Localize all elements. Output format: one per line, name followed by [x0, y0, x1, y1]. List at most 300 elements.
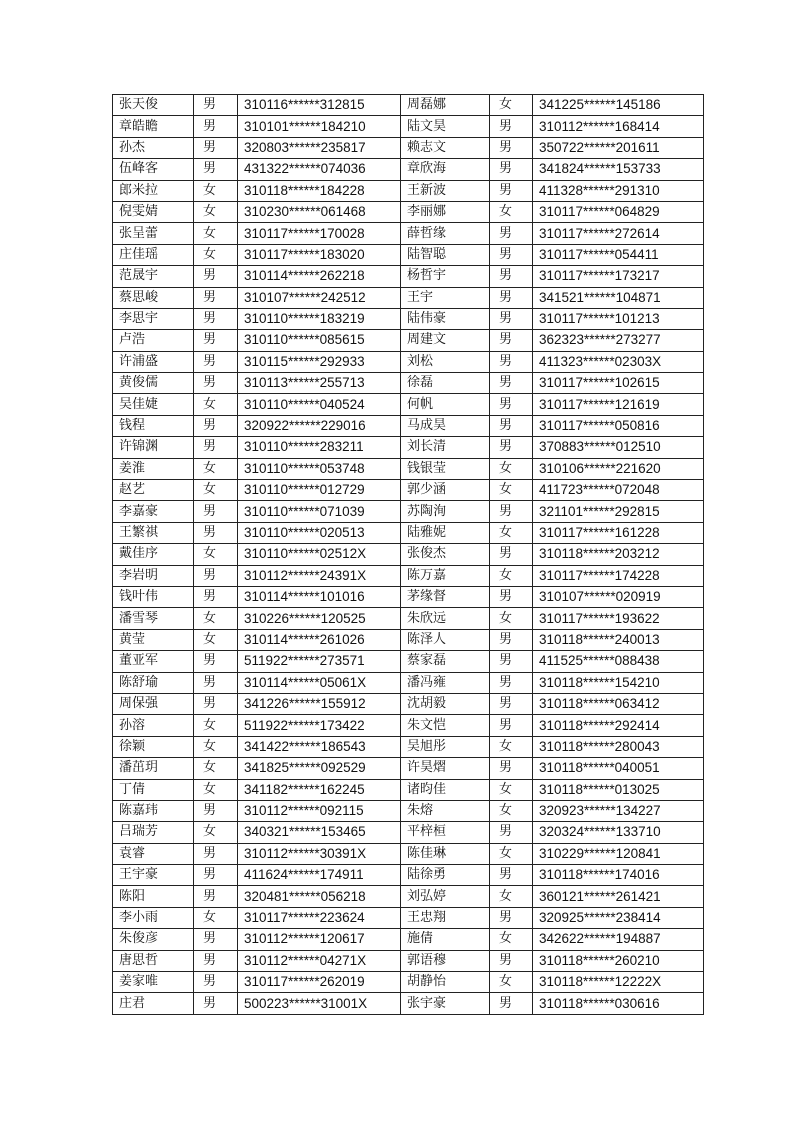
table-row	[113, 180, 704, 201]
gender-left-cell: 男	[194, 929, 238, 950]
id-right-cell: 310118******013025	[533, 779, 704, 800]
name-right-cell: 陆文昊	[401, 116, 490, 137]
name-right-cell: 朱文恺	[401, 715, 490, 736]
name-right-cell: 朱熔	[401, 800, 490, 821]
name-right-cell: 周建文	[401, 330, 490, 351]
gender-left-cell: 男	[194, 330, 238, 351]
gender-left-cell: 男	[194, 351, 238, 372]
table-row	[113, 629, 704, 650]
table-row	[113, 886, 704, 907]
id-left-cell: 310117******262019	[238, 972, 401, 993]
name-left-cell: 钱程	[113, 415, 194, 436]
id-right-cell: 411323******02303X	[533, 351, 704, 372]
name-left-cell: 陈嘉玮	[113, 800, 194, 821]
id-left-cell: 310112******120617	[238, 929, 401, 950]
id-right-cell: 320324******133710	[533, 822, 704, 843]
table-row	[113, 843, 704, 864]
id-left-cell: 310226******120525	[238, 608, 401, 629]
gender-right-cell: 男	[490, 116, 533, 137]
id-right-cell: 310112******168414	[533, 116, 704, 137]
id-left-cell: 341825******092529	[238, 758, 401, 779]
name-right-cell: 张俊杰	[401, 544, 490, 565]
name-right-cell: 赖志文	[401, 137, 490, 158]
name-left-cell: 许浦盛	[113, 351, 194, 372]
gender-right-cell: 男	[490, 758, 533, 779]
name-left-cell: 黄俊儒	[113, 373, 194, 394]
id-right-cell: 310118******12222X	[533, 972, 704, 993]
gender-left-cell: 男	[194, 865, 238, 886]
id-left-cell: 310110******071039	[238, 501, 401, 522]
id-left-cell: 310112******092115	[238, 800, 401, 821]
gender-left-cell: 男	[194, 800, 238, 821]
id-left-cell: 511922******173422	[238, 715, 401, 736]
name-right-cell: 潘冯雍	[401, 672, 490, 693]
id-left-cell: 310112******24391X	[238, 565, 401, 586]
id-right-cell: 310117******102615	[533, 373, 704, 394]
id-left-cell: 310118******184228	[238, 180, 401, 201]
table-row	[113, 693, 704, 714]
name-left-cell: 潘茁玥	[113, 758, 194, 779]
name-right-cell: 陆徐勇	[401, 865, 490, 886]
name-right-cell: 周磊娜	[401, 95, 490, 116]
gender-left-cell: 女	[194, 480, 238, 501]
gender-right-cell: 女	[490, 201, 533, 222]
gender-left-cell: 女	[194, 244, 238, 265]
table-row	[113, 800, 704, 821]
table-row	[113, 758, 704, 779]
gender-right-cell: 女	[490, 736, 533, 757]
id-left-cell: 310110******012729	[238, 480, 401, 501]
name-right-cell: 胡静怡	[401, 972, 490, 993]
id-left-cell: 320922******229016	[238, 415, 401, 436]
table-row	[113, 822, 704, 843]
table-row	[113, 351, 704, 372]
id-right-cell: 342622******194887	[533, 929, 704, 950]
id-right-cell: 310117******272614	[533, 223, 704, 244]
gender-left-cell: 女	[194, 608, 238, 629]
gender-right-cell: 女	[490, 972, 533, 993]
name-left-cell: 蔡思峻	[113, 287, 194, 308]
id-left-cell: 310110******085615	[238, 330, 401, 351]
id-right-cell: 320923******134227	[533, 800, 704, 821]
name-left-cell: 许锦渊	[113, 437, 194, 458]
table-row	[113, 736, 704, 757]
name-right-cell: 郭少涵	[401, 480, 490, 501]
gender-right-cell: 男	[490, 266, 533, 287]
id-right-cell: 310117******064829	[533, 201, 704, 222]
id-left-cell: 310110******02512X	[238, 544, 401, 565]
name-right-cell: 苏陶洵	[401, 501, 490, 522]
name-left-cell: 姜淮	[113, 458, 194, 479]
gender-right-cell: 女	[490, 95, 533, 116]
id-left-cell: 341422******186543	[238, 736, 401, 757]
gender-left-cell: 女	[194, 394, 238, 415]
name-left-cell: 孙杰	[113, 137, 194, 158]
name-left-cell: 章皓瞻	[113, 116, 194, 137]
name-left-cell: 徐颖	[113, 736, 194, 757]
name-right-cell: 陈泽人	[401, 629, 490, 650]
id-right-cell: 310118******203212	[533, 544, 704, 565]
id-right-cell: 350722******201611	[533, 137, 704, 158]
table-row	[113, 586, 704, 607]
id-left-cell: 310117******223624	[238, 907, 401, 928]
name-right-cell: 平梓桓	[401, 822, 490, 843]
table-row	[113, 116, 704, 137]
gender-right-cell: 女	[490, 886, 533, 907]
id-right-cell: 310118******260210	[533, 950, 704, 971]
gender-left-cell: 男	[194, 287, 238, 308]
name-left-cell: 董亚军	[113, 651, 194, 672]
table-row	[113, 950, 704, 971]
gender-left-cell: 男	[194, 116, 238, 137]
table-row	[113, 159, 704, 180]
table-row	[113, 244, 704, 265]
name-left-cell: 陈舒瑜	[113, 672, 194, 693]
id-left-cell: 310113******255713	[238, 373, 401, 394]
table-row	[113, 522, 704, 543]
id-right-cell: 341225******145186	[533, 95, 704, 116]
name-right-cell: 蔡家磊	[401, 651, 490, 672]
id-left-cell: 310110******053748	[238, 458, 401, 479]
name-left-cell: 张呈蕾	[113, 223, 194, 244]
gender-right-cell: 女	[490, 929, 533, 950]
name-left-cell: 倪雯婧	[113, 201, 194, 222]
gender-right-cell: 女	[490, 458, 533, 479]
id-left-cell: 310110******040524	[238, 394, 401, 415]
id-right-cell: 310117******121619	[533, 394, 704, 415]
gender-right-cell: 男	[490, 865, 533, 886]
name-right-cell: 陆伟豪	[401, 308, 490, 329]
name-left-cell: 潘雪琴	[113, 608, 194, 629]
table-row	[113, 458, 704, 479]
gender-left-cell: 男	[194, 266, 238, 287]
id-right-cell: 310117******054411	[533, 244, 704, 265]
table-row	[113, 287, 704, 308]
id-right-cell: 310118******040051	[533, 758, 704, 779]
gender-right-cell: 男	[490, 373, 533, 394]
id-left-cell: 310101******184210	[238, 116, 401, 137]
name-right-cell: 施倩	[401, 929, 490, 950]
name-left-cell: 戴佳序	[113, 544, 194, 565]
gender-right-cell: 女	[490, 608, 533, 629]
id-right-cell: 310117******193622	[533, 608, 704, 629]
name-left-cell: 周保强	[113, 693, 194, 714]
table-row	[113, 779, 704, 800]
name-left-cell: 李小雨	[113, 907, 194, 928]
id-left-cell: 310114******261026	[238, 629, 401, 650]
table-row	[113, 993, 704, 1014]
name-left-cell: 吴佳婕	[113, 394, 194, 415]
id-left-cell: 310114******262218	[238, 266, 401, 287]
gender-left-cell: 女	[194, 458, 238, 479]
gender-left-cell: 男	[194, 437, 238, 458]
gender-right-cell: 男	[490, 351, 533, 372]
gender-left-cell: 男	[194, 522, 238, 543]
name-right-cell: 吴旭彤	[401, 736, 490, 757]
table-row	[113, 865, 704, 886]
gender-right-cell: 男	[490, 180, 533, 201]
name-left-cell: 李岩明	[113, 565, 194, 586]
gender-right-cell: 男	[490, 693, 533, 714]
id-left-cell: 310107******242512	[238, 287, 401, 308]
name-left-cell: 丁倩	[113, 779, 194, 800]
name-right-cell: 陈万嘉	[401, 565, 490, 586]
name-right-cell: 徐磊	[401, 373, 490, 394]
id-left-cell: 310115******292933	[238, 351, 401, 372]
gender-right-cell: 女	[490, 779, 533, 800]
name-right-cell: 朱欣远	[401, 608, 490, 629]
name-right-cell: 陆智聪	[401, 244, 490, 265]
gender-right-cell: 男	[490, 415, 533, 436]
table-row	[113, 501, 704, 522]
gender-left-cell: 男	[194, 672, 238, 693]
gender-left-cell: 女	[194, 180, 238, 201]
id-left-cell: 340321******153465	[238, 822, 401, 843]
table-row	[113, 330, 704, 351]
id-right-cell: 310118******292414	[533, 715, 704, 736]
id-right-cell: 310118******030616	[533, 993, 704, 1014]
name-left-cell: 唐思哲	[113, 950, 194, 971]
id-left-cell: 310230******061468	[238, 201, 401, 222]
table-row	[113, 95, 704, 116]
gender-left-cell: 女	[194, 758, 238, 779]
name-left-cell: 张天俊	[113, 95, 194, 116]
name-right-cell: 张宇豪	[401, 993, 490, 1014]
id-left-cell: 310117******183020	[238, 244, 401, 265]
roster-table	[112, 94, 704, 1015]
name-right-cell: 李丽娜	[401, 201, 490, 222]
id-right-cell: 362323******273277	[533, 330, 704, 351]
table-row	[113, 373, 704, 394]
table-row	[113, 480, 704, 501]
id-right-cell: 411723******072048	[533, 480, 704, 501]
name-right-cell: 王新波	[401, 180, 490, 201]
gender-right-cell: 男	[490, 544, 533, 565]
gender-left-cell: 女	[194, 201, 238, 222]
gender-left-cell: 女	[194, 779, 238, 800]
gender-right-cell: 女	[490, 565, 533, 586]
name-left-cell: 黄莹	[113, 629, 194, 650]
table-row	[113, 137, 704, 158]
name-left-cell: 朱俊彦	[113, 929, 194, 950]
name-right-cell: 薛哲缘	[401, 223, 490, 244]
name-left-cell: 赵艺	[113, 480, 194, 501]
gender-right-cell: 男	[490, 223, 533, 244]
gender-left-cell: 女	[194, 822, 238, 843]
id-left-cell: 341182******162245	[238, 779, 401, 800]
id-right-cell: 310117******161228	[533, 522, 704, 543]
gender-right-cell: 男	[490, 137, 533, 158]
id-left-cell: 310114******101016	[238, 586, 401, 607]
name-right-cell: 王忠翔	[401, 907, 490, 928]
name-right-cell: 杨哲宇	[401, 266, 490, 287]
gender-left-cell: 男	[194, 950, 238, 971]
name-left-cell: 郎米拉	[113, 180, 194, 201]
id-left-cell: 310110******020513	[238, 522, 401, 543]
gender-left-cell: 女	[194, 544, 238, 565]
gender-right-cell: 男	[490, 993, 533, 1014]
id-left-cell: 431322******074036	[238, 159, 401, 180]
table-row	[113, 544, 704, 565]
id-left-cell: 310112******04271X	[238, 950, 401, 971]
id-right-cell: 341824******153733	[533, 159, 704, 180]
id-right-cell: 310117******050816	[533, 415, 704, 436]
gender-right-cell: 男	[490, 715, 533, 736]
name-right-cell: 陆雅妮	[401, 522, 490, 543]
id-right-cell: 310118******240013	[533, 629, 704, 650]
gender-right-cell: 男	[490, 950, 533, 971]
gender-left-cell: 男	[194, 972, 238, 993]
gender-right-cell: 女	[490, 800, 533, 821]
id-left-cell: 511922******273571	[238, 651, 401, 672]
table-row	[113, 415, 704, 436]
name-right-cell: 何帆	[401, 394, 490, 415]
id-right-cell: 411328******291310	[533, 180, 704, 201]
gender-left-cell: 女	[194, 629, 238, 650]
name-left-cell: 陈阳	[113, 886, 194, 907]
table-row	[113, 608, 704, 629]
gender-left-cell: 男	[194, 501, 238, 522]
table-row	[113, 651, 704, 672]
name-right-cell: 刘弘婷	[401, 886, 490, 907]
name-left-cell: 孙溶	[113, 715, 194, 736]
gender-right-cell: 男	[490, 822, 533, 843]
gender-left-cell: 女	[194, 736, 238, 757]
id-right-cell: 310117******173217	[533, 266, 704, 287]
name-right-cell: 茅缘督	[401, 586, 490, 607]
name-right-cell: 刘松	[401, 351, 490, 372]
id-right-cell: 321101******292815	[533, 501, 704, 522]
name-left-cell: 李思宇	[113, 308, 194, 329]
id-right-cell: 310118******174016	[533, 865, 704, 886]
gender-left-cell: 女	[194, 715, 238, 736]
gender-left-cell: 女	[194, 907, 238, 928]
gender-right-cell: 男	[490, 159, 533, 180]
name-left-cell: 范晟宇	[113, 266, 194, 287]
gender-left-cell: 男	[194, 651, 238, 672]
table-row	[113, 201, 704, 222]
gender-right-cell: 男	[490, 586, 533, 607]
id-left-cell: 310110******283211	[238, 437, 401, 458]
id-right-cell: 310117******174228	[533, 565, 704, 586]
gender-left-cell: 男	[194, 308, 238, 329]
gender-right-cell: 男	[490, 501, 533, 522]
gender-left-cell: 男	[194, 586, 238, 607]
gender-right-cell: 男	[490, 308, 533, 329]
name-left-cell: 王宇豪	[113, 865, 194, 886]
id-right-cell: 310229******120841	[533, 843, 704, 864]
table-row	[113, 907, 704, 928]
name-left-cell: 王繁祺	[113, 522, 194, 543]
name-right-cell: 郭语穆	[401, 950, 490, 971]
name-right-cell: 陈佳琳	[401, 843, 490, 864]
id-right-cell: 320925******238414	[533, 907, 704, 928]
gender-left-cell: 男	[194, 373, 238, 394]
table-row	[113, 972, 704, 993]
gender-left-cell: 男	[194, 415, 238, 436]
id-right-cell: 310118******063412	[533, 693, 704, 714]
name-right-cell: 王宇	[401, 287, 490, 308]
id-right-cell: 310118******154210	[533, 672, 704, 693]
id-right-cell: 411525******088438	[533, 651, 704, 672]
gender-right-cell: 男	[490, 330, 533, 351]
gender-left-cell: 女	[194, 223, 238, 244]
name-left-cell: 吕瑞芳	[113, 822, 194, 843]
id-right-cell: 310118******280043	[533, 736, 704, 757]
name-right-cell: 沈胡毅	[401, 693, 490, 714]
gender-right-cell: 男	[490, 287, 533, 308]
id-right-cell: 341521******104871	[533, 287, 704, 308]
gender-left-cell: 男	[194, 159, 238, 180]
id-right-cell: 310107******020919	[533, 586, 704, 607]
gender-left-cell: 男	[194, 843, 238, 864]
name-right-cell: 马成昊	[401, 415, 490, 436]
name-left-cell: 钱叶伟	[113, 586, 194, 607]
id-left-cell: 341226******155912	[238, 693, 401, 714]
name-left-cell: 庄君	[113, 993, 194, 1014]
name-left-cell: 伍峰客	[113, 159, 194, 180]
gender-right-cell: 男	[490, 437, 533, 458]
gender-right-cell: 女	[490, 843, 533, 864]
id-left-cell: 310116******312815	[238, 95, 401, 116]
id-left-cell: 411624******174911	[238, 865, 401, 886]
id-left-cell: 500223******31001X	[238, 993, 401, 1014]
name-left-cell: 姜家唯	[113, 972, 194, 993]
table-row	[113, 394, 704, 415]
table-row	[113, 308, 704, 329]
gender-right-cell: 女	[490, 522, 533, 543]
table-row	[113, 672, 704, 693]
gender-right-cell: 男	[490, 394, 533, 415]
name-right-cell: 刘长清	[401, 437, 490, 458]
id-left-cell: 310110******183219	[238, 308, 401, 329]
gender-right-cell: 男	[490, 651, 533, 672]
id-right-cell: 360121******261421	[533, 886, 704, 907]
gender-left-cell: 男	[194, 993, 238, 1014]
gender-right-cell: 女	[490, 480, 533, 501]
name-right-cell: 诸昀佳	[401, 779, 490, 800]
gender-left-cell: 男	[194, 886, 238, 907]
gender-left-cell: 男	[194, 95, 238, 116]
gender-left-cell: 男	[194, 137, 238, 158]
name-right-cell: 章欣海	[401, 159, 490, 180]
name-left-cell: 袁睿	[113, 843, 194, 864]
name-left-cell: 卢浩	[113, 330, 194, 351]
id-right-cell: 310117******101213	[533, 308, 704, 329]
name-left-cell: 庄佳瑶	[113, 244, 194, 265]
name-right-cell: 许昊熠	[401, 758, 490, 779]
table-row	[113, 266, 704, 287]
name-right-cell: 钱银莹	[401, 458, 490, 479]
gender-right-cell: 男	[490, 629, 533, 650]
table-row	[113, 715, 704, 736]
id-right-cell: 370883******012510	[533, 437, 704, 458]
id-left-cell: 310112******30391X	[238, 843, 401, 864]
gender-right-cell: 男	[490, 907, 533, 928]
gender-right-cell: 男	[490, 244, 533, 265]
name-left-cell: 李嘉豪	[113, 501, 194, 522]
table-row	[113, 565, 704, 586]
id-right-cell: 310106******221620	[533, 458, 704, 479]
id-left-cell: 310114******05061X	[238, 672, 401, 693]
id-left-cell: 310117******170028	[238, 223, 401, 244]
gender-left-cell: 男	[194, 693, 238, 714]
id-left-cell: 320803******235817	[238, 137, 401, 158]
gender-right-cell: 男	[490, 672, 533, 693]
table-row	[113, 437, 704, 458]
table-row	[113, 223, 704, 244]
roster-body	[113, 95, 704, 1015]
